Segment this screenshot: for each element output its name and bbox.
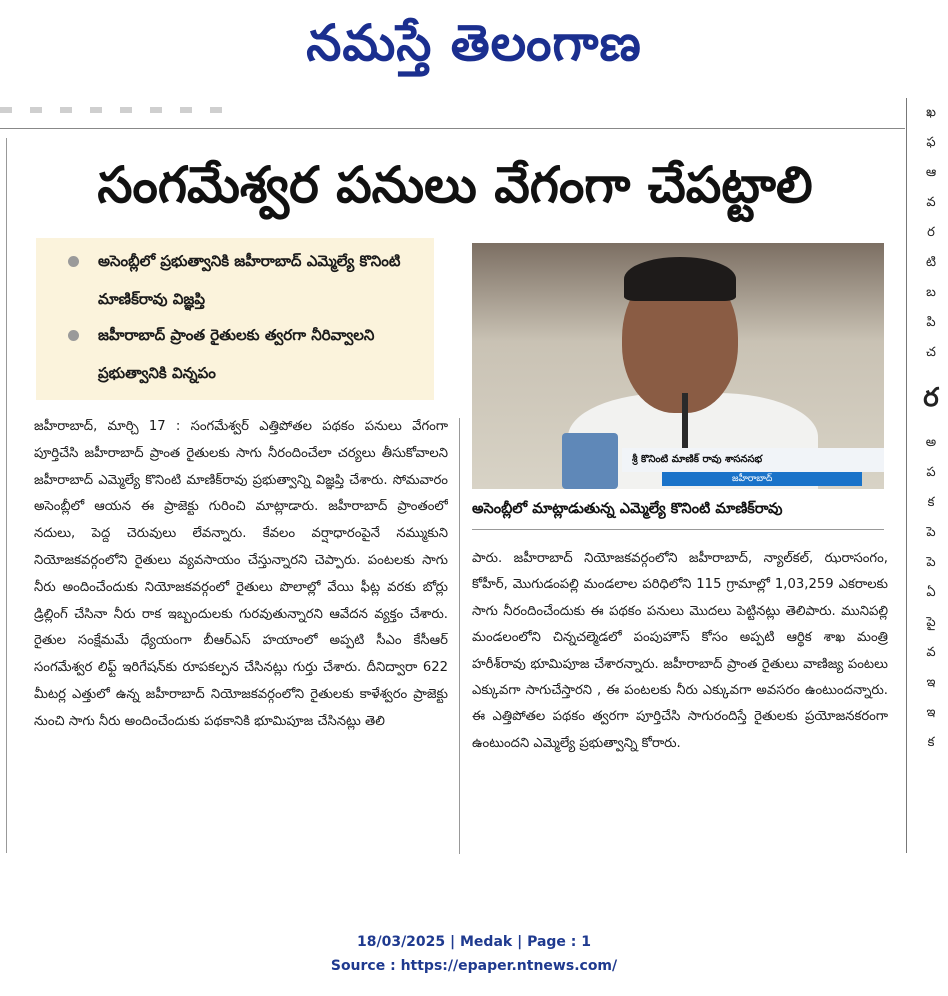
side-fragment: ఆ	[925, 165, 937, 180]
bullet-icon	[68, 330, 79, 341]
article-column-1: జహీరాబాద్, మార్చి 17 : సంగమేశ్వర్ ఎత్తిపోతల పథకం పనులు వేగంగా పూర్తిచేసి జహీరాబాద్ ప్రాంత రైతులకు సాగు నీరందించేలా చర్యలు తీసుకోవాలని జహీరాబాద్ ఎమ్మెల్యే కొనింటి మాణిక్‌రావు ప్రభుత్వాన్ని విజ్ఞప్తి చేశారు. సోమవారం అసెంబ్లీలో ఆయన ఈ ప్రాజెక్టు గురించి మాట్లాడారు. జహీరాబాద్ ప్రాంతంలో నదులు, పెద్ద చెరువులు లేవన్నారు. కేవలం వర్షాధారంపైనే నమ్ముకుని నియోజకవర్గంలోని రైతులు వ్యవసాయం చేస్తున్నారని చెప్పారు. పంటలకు సాగు నీరు అందించేందుకు నియోజకవర్గంలో రైతులు పొలాల్లో వేయి ఫీట్ల వరకు బోర్లు డ్రిల్లింగ్ చేసినా నీరు రాక ఇబ్బందులకు గురవుతున్నారని ఆవేదన వ్యక్తం చేశారు. రైతుల సంక్షేమమే ధ్యేయంగా బీఆర్‌ఎస్ హయాంలో అప్పటి సీఎం కేసీఆర్ సంగమేశ్వర లిఫ్ట్ ఇరిగేషన్‌కు రూపకల్పన చేసినట్లు గుర్తు చేశారు. దీనిద్వారా 622 మీటర్ల ఎత్తులో ఉన్న జహీరాబాద్ నియోజకవర్గంలోని రైతులకు కాళేశ్వరం ప్రాజెక్టు నుంచి సాగు నీరు అందించేందుకు పథకానికి భూమిపూజ చేసినట్లు తెలి	[34, 419, 448, 729]
side-fragment: టి	[925, 255, 937, 270]
side-fragment: ర	[923, 383, 939, 413]
side-fragment: పె	[926, 555, 936, 570]
side-fragment: పి	[926, 315, 936, 330]
side-fragment: పై	[926, 615, 936, 630]
side-fragment: అ	[925, 435, 937, 450]
article-headline: సంగమేశ్వర పనులు వేగంగా చేపట్టాలి	[97, 156, 813, 214]
photo-caption: అసెంబ్లీలో మాట్లాడుతున్న ఎమ్మెల్యే కొనింటి మాణిక్‌రావు	[472, 501, 783, 517]
side-fragment: ర	[927, 225, 935, 240]
page-footer	[0, 930, 948, 978]
side-fragment: క	[927, 735, 935, 750]
edition-info: 18/03/2025 | Medak | Page : 1	[356, 934, 592, 950]
photo-place-overlay: జహీరాబాద్	[662, 472, 862, 486]
summary-bullet-text: అసెంబ్లీలో ప్రభుత్వానికి జహీరాబాద్ ఎమ్మెల్యే కొనింటి మాణిక్‌రావు విజ్ఞప్తి	[98, 252, 401, 308]
side-fragment: ఏ	[926, 585, 936, 600]
side-fragment: పె	[926, 525, 936, 540]
side-fragment: వ	[926, 195, 936, 210]
side-fragment: ఇ	[926, 705, 936, 720]
source-link[interactable]: Source : https://epaper.ntnews.com/	[330, 958, 618, 974]
article-column-2: పారు. జహీరాబాద్ నియోజకవర్గంలోని జహీరాబాద్, న్యాల్‌కల్, ఝరాసంగం, కోహీర్, మొగుడంపల్లి మండలాల పరిధిలోని 115 గ్రామాల్లో 1,03,259 ఎకరాలకు సాగు నీరందించేందుకు ఈ పథకం పనులు మొదలు పెట్టినట్లు తెలిపారు. మునిపల్లి మండలంలోని చిన్నచల్మెడలో పంపుహౌస్ కోసం అప్పటి ఆర్థిక శాఖ మంత్రి హరీశ్‌రావు భూమిపూజ చేశారన్నారు. జహీరాబాద్ ప్రాంత రైతులు వాణిజ్య పంటలు ఎక్కువగా సాగుచేస్తారని , ఈ పంటలకు నీరు ఎక్కువగా అవసరం ఉంటుందన్నారు. ఈ ఎత్తిపోతల పథకం త్వరగా పూర్తిచేసి సాగురందిస్తే రైతులకు ప్రయోజనకరంగా ఉంటుందని ఎమ్మెల్యే ప్రభుత్వాన్ని కోరారు.	[472, 551, 888, 751]
summary-box	[36, 238, 434, 400]
side-fragment: బ	[926, 285, 936, 300]
masthead	[0, 0, 948, 90]
side-fragment: క	[927, 495, 935, 510]
photo-person-hair	[624, 257, 736, 301]
left-border	[6, 138, 7, 853]
faint-header-strip	[0, 98, 600, 108]
bullet-icon	[68, 256, 79, 267]
column-divider	[459, 418, 460, 854]
side-fragment: ఫ	[926, 135, 936, 150]
assembly-emblem	[562, 433, 618, 489]
article-photo	[472, 243, 884, 489]
side-fragment: ప	[926, 465, 936, 480]
summary-bullet-text: జహీరాబాద్ ప్రాంత రైతులకు త్వరగా నీరివ్వాలని ప్రభుత్వానికి విన్నపం	[98, 326, 375, 382]
side-fragment: ఖ	[926, 105, 936, 120]
side-fragment: వ	[926, 645, 936, 660]
caption-divider	[472, 529, 884, 530]
adjacent-article-fragment	[914, 98, 948, 858]
header-divider	[0, 128, 905, 129]
newspaper-logo: నమస్తే తెలంగాణ	[306, 14, 642, 72]
right-border	[906, 98, 907, 853]
side-fragment: చ	[926, 345, 936, 360]
photo-name-overlay: శ్రీ కొనింటి మాణిక్ రావు శాసనసభ	[622, 448, 884, 472]
side-fragment: ఇ	[926, 675, 936, 690]
